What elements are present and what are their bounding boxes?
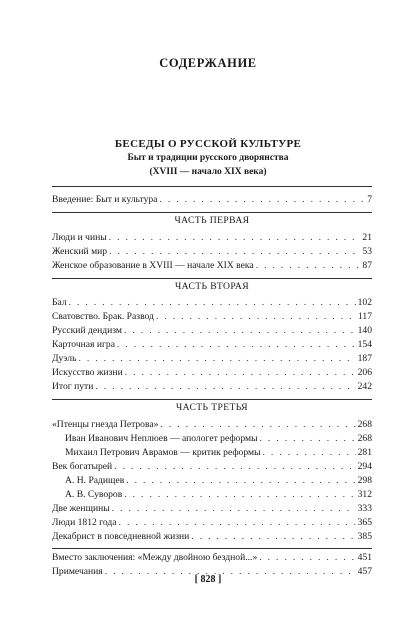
toc-entry-conclusion[interactable] [52, 551, 372, 565]
toc-entry[interactable] [52, 502, 372, 516]
toc-leader-dots [112, 502, 356, 516]
toc-leader-dots [256, 259, 361, 273]
page-title: СОДЕРЖАНИЕ [159, 56, 257, 70]
toc-entry[interactable] [52, 418, 372, 432]
toc-leader-dots [260, 432, 356, 446]
toc-entry-page: 87 [362, 260, 372, 271]
toc-entry-title: Примечания [52, 566, 103, 577]
toc-entry-page: 187 [357, 353, 372, 364]
toc-entry-title: Русский дендизм [52, 325, 122, 336]
toc-leader-dots [156, 310, 356, 324]
toc-entry[interactable] [52, 296, 372, 310]
toc-entry-title: Иван Иванович Неплюев — апологет реформы [65, 433, 258, 444]
toc-entry-title: Введение: Быт и культура [52, 194, 158, 205]
toc-entry[interactable] [65, 488, 372, 502]
toc-leader-dots [117, 338, 356, 352]
toc-entry-title: Бал [52, 297, 67, 308]
toc-entry[interactable] [52, 380, 372, 394]
toc-entry[interactable] [65, 446, 372, 460]
toc-entry-page: 298 [357, 475, 372, 486]
toc-leader-dots [124, 488, 355, 502]
toc-entry[interactable] [52, 516, 372, 530]
toc-entry-title: А. Н. Радищев [65, 475, 125, 486]
part2-heading: ЧАСТЬ ВТОРАЯ [174, 281, 250, 292]
toc-entry-page: 294 [357, 461, 372, 472]
toc-entry[interactable] [65, 474, 372, 488]
toc-leader-dots [124, 324, 356, 338]
toc-entry-page: 154 [357, 339, 372, 350]
toc-entry[interactable] [52, 324, 372, 338]
toc-entry[interactable] [52, 231, 372, 245]
toc-entry-title: Искусство жизни [52, 367, 123, 378]
toc-entry[interactable] [52, 366, 372, 380]
toc-entry-page: 21 [362, 232, 372, 243]
toc-entry-page: 140 [357, 325, 372, 336]
rule-top [52, 186, 372, 187]
toc-entry-title: А. В. Суворов [65, 489, 123, 500]
toc-entry[interactable] [52, 259, 372, 273]
toc-leader-dots [126, 474, 355, 488]
part1-heading: ЧАСТЬ ПЕРВАЯ [174, 215, 250, 226]
toc-entry-page: 365 [357, 517, 372, 528]
toc-entry-title: Сватовство. Брак. Развод [52, 311, 154, 322]
toc-leader-dots [191, 530, 355, 544]
toc-leader-dots [125, 366, 356, 380]
toc-entry-title: Итог пути [52, 381, 94, 392]
toc-entry[interactable] [52, 530, 372, 544]
toc-entry-page: 242 [357, 381, 372, 392]
rule-part1 [52, 278, 372, 279]
book-subtitle: Быт и традиции русского дворянства [127, 153, 289, 163]
toc-entry[interactable] [52, 460, 372, 474]
toc-entry-title: «Птенцы гнезда Петрова» [52, 419, 159, 430]
toc-entry-page: 312 [357, 489, 372, 500]
toc-leader-dots [259, 551, 355, 565]
toc-entry-page: 281 [357, 447, 372, 458]
toc-entry-page: 102 [357, 297, 372, 308]
toc-leader-dots [78, 352, 355, 366]
toc-entry-page: 268 [357, 433, 372, 444]
book-period: (XVIII — начало XIX века) [149, 167, 267, 177]
page-number: [ 828 ] [194, 574, 222, 585]
toc-entry-title: Две женщины [52, 503, 110, 514]
toc-leader-dots [109, 231, 361, 245]
toc-entry-title: Век богатырей [52, 461, 113, 472]
toc-entry[interactable] [65, 432, 372, 446]
toc-entry-title: Женский мир [52, 246, 108, 257]
toc-leader-dots [69, 296, 356, 310]
toc-leader-dots [160, 418, 355, 432]
toc-leader-dots [109, 245, 360, 259]
toc-entry[interactable] [52, 245, 372, 259]
toc-entry-title: Люди 1812 года [52, 517, 117, 528]
toc-entry-page: 451 [357, 552, 372, 563]
toc-entry-page: 7 [367, 194, 372, 205]
toc-entry-title: Михаил Петрович Аврамов — критик реформы [65, 447, 261, 458]
toc-entry-page: 385 [357, 531, 372, 542]
toc-leader-dots [95, 380, 355, 394]
book-title: БЕСЕДЫ О РУССКОЙ КУЛЬТУРЕ [114, 138, 302, 150]
toc-entry-title: Люди и чины [52, 232, 107, 243]
rule-part2 [52, 399, 372, 400]
toc-entry-page: 53 [362, 246, 372, 257]
toc-entry-page: 117 [357, 311, 372, 322]
toc-entry[interactable] [52, 352, 372, 366]
toc-entry-page: 206 [357, 367, 372, 378]
toc-leader-dots [263, 446, 356, 460]
rule-intro [52, 212, 372, 213]
toc-entry-title: Карточная игра [52, 339, 115, 350]
toc-entry-title: Вместо заключения: «Между двойною бездной...» [52, 552, 258, 563]
toc-entry[interactable] [52, 310, 372, 324]
toc-entry-title: Дуэль [52, 353, 77, 364]
part3-heading: ЧАСТЬ ТРЕТЬЯ [176, 402, 248, 413]
toc-entry-page: 333 [357, 503, 372, 514]
toc-entry[interactable] [52, 338, 372, 352]
rule-part3 [52, 548, 372, 549]
toc-entry-title: Декабрист в повседневной жизни [52, 531, 190, 542]
toc-entry-title: Женское образование в XVIII — начале XIX века [52, 260, 254, 271]
toc-leader-dots [159, 193, 365, 207]
toc-entry-page: 457 [357, 566, 372, 577]
toc-entry-page: 268 [357, 419, 372, 430]
toc-leader-dots [114, 460, 355, 474]
toc-leader-dots [119, 516, 356, 530]
toc-entry-intro[interactable] [52, 193, 372, 207]
